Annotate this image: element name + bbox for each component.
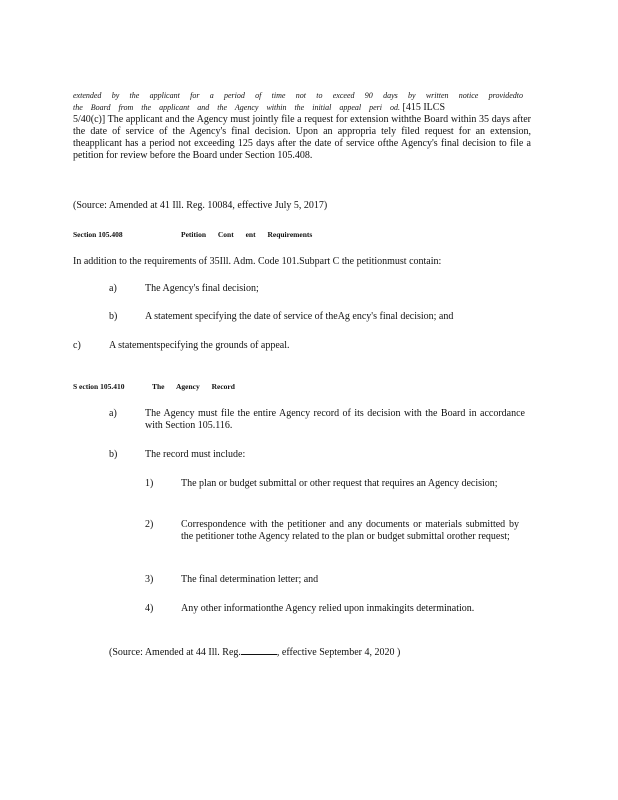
subitem-4-text: Any other informationthe Agency relied upon inmakingits determination. xyxy=(181,603,475,614)
subitem-2-label: 2) xyxy=(145,519,154,530)
item-a-label: a) xyxy=(109,283,117,294)
item-b-label: b) xyxy=(109,311,118,322)
section-number-408: Section 105.408 xyxy=(73,230,123,239)
intro-body: 5/40(c)] The applicant and the Agency must jointly file a request for extension withthe Board within 35 days after the date of service of the Agency's final decision. Upon an appropria tely filed request for an extension, theapplicant has a period not exceeding 125 days after the date of service ofthe Agency's final decision to file a petition for review before the Board under Section 105.408. xyxy=(73,114,531,161)
section-408-intro: In addition to the requirements of 35Ill. Adm. Code 101.Subpart C the petitionmust contain: xyxy=(73,256,442,267)
section-title-408: Petition Cont ent Requirements xyxy=(181,230,313,239)
intro-italic-line-1: extended by the applicant for a period of time not to exceed 90 days by written notice providedto xyxy=(73,91,523,100)
subitem-2-text: Correspondence with the petitioner and any documents or materials submitted by the petitioner tothe Agency related to the plan or budget submittal orother request; xyxy=(181,519,519,542)
record-item-b-label: b) xyxy=(109,449,118,460)
subitem-4-label: 4) xyxy=(145,603,154,614)
record-item-a-label: a) xyxy=(109,408,117,419)
section-title-410: The Agency Record xyxy=(152,382,235,391)
subitem-3-label: 3) xyxy=(145,574,154,585)
subitem-1-label: 1) xyxy=(145,478,154,489)
item-a-text: The Agency's final decision; xyxy=(145,283,259,294)
item-c-label: c) xyxy=(73,340,81,351)
item-b-text: A statement specifying the date of service of theAg ency's final decision; and xyxy=(145,311,454,322)
section-number-410: S ection 105.410 xyxy=(73,382,125,391)
register-page-blank xyxy=(241,645,277,655)
source-note-1: (Source: Amended at 41 Ill. Reg. 10084, effective July 5, 2017) xyxy=(73,200,328,211)
record-item-a-text: The Agency must file the entire Agency record of its decision with the Board in accordance with Section 105.116. xyxy=(145,408,525,431)
source-note-2-prefix: (Source: Amended at 44 Ill. Reg. xyxy=(109,647,241,658)
intro-line-2 xyxy=(73,102,533,114)
subitem-1-text: The plan or budget submittal or other request that requires an Agency decision; xyxy=(181,478,498,489)
subitem-3-text: The final determination letter; and xyxy=(181,574,319,585)
source-note-2-suffix: , effective September 4, 2020 ) xyxy=(276,647,401,658)
source-note-2 xyxy=(109,645,549,659)
intro-italic-line-2: the Board from the applicant and the Agency within the initial appeal peri od. xyxy=(73,103,401,112)
statute-reference: [415 ILCS xyxy=(402,102,446,113)
item-c-text: A statementspecifying the grounds of appeal. xyxy=(109,340,290,351)
record-item-b-text: The record must include: xyxy=(145,449,246,460)
